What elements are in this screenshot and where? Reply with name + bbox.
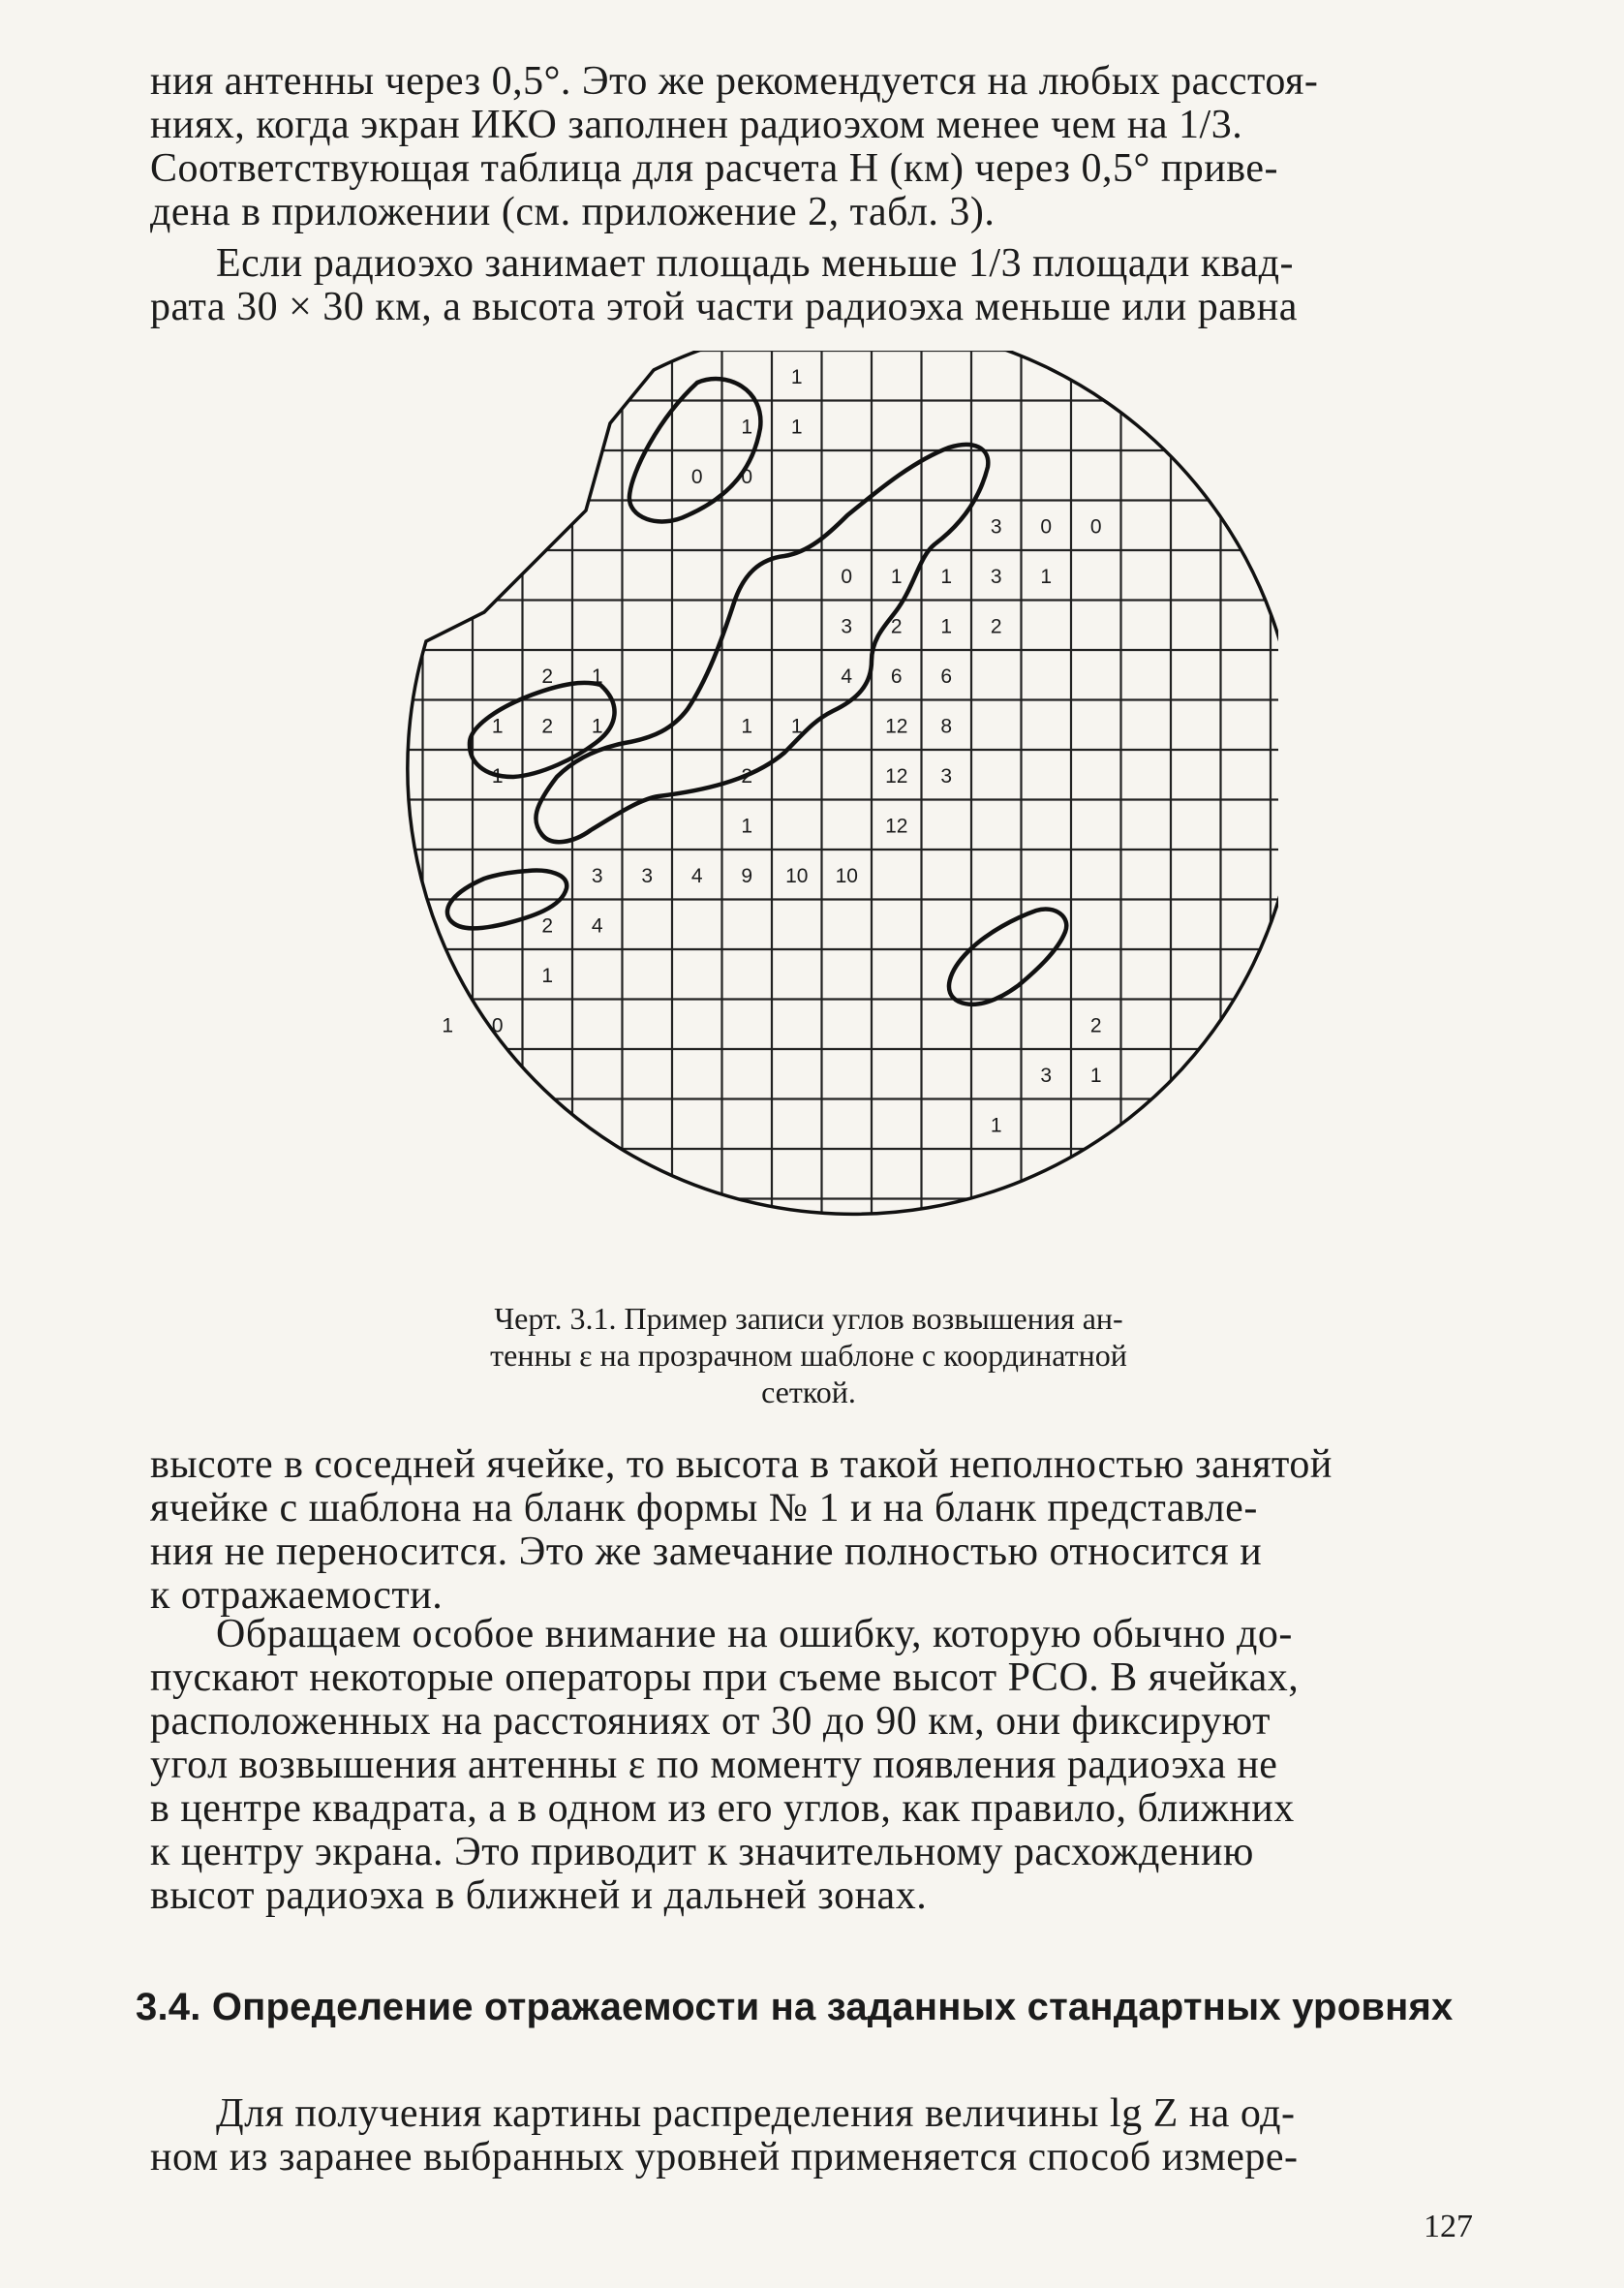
cell-value: 1 <box>890 565 903 588</box>
caption-line: сеткой. <box>761 1375 856 1409</box>
page-number: 127 <box>1424 2209 1473 2244</box>
cell-value: 1 <box>940 565 953 588</box>
text-line: Обращаем особое внимание на ошибку, которую обычно до- <box>216 1612 1293 1656</box>
cell-value: 3 <box>841 615 853 638</box>
text-line: пускают некоторые операторы при съеме высот РСО. В ячейках, <box>150 1655 1300 1700</box>
cell-value: 0 <box>491 1014 504 1037</box>
cell-value: 1 <box>442 1014 454 1037</box>
text-line: рата 30 × 30 км, а высота этой части радиоэха меньше или равна <box>150 285 1298 329</box>
echo-contours <box>447 379 1066 1005</box>
paragraph-4 <box>150 1613 1486 1918</box>
text-line: ном из заранее выбранных уровней применяется способ измере- <box>150 2135 1299 2180</box>
cell-value: 10 <box>785 864 809 887</box>
text-line: ячейке с шаблона на бланк формы № 1 и на бланк представле- <box>150 1486 1258 1530</box>
paragraph-3 <box>150 1443 1486 1618</box>
cell-value: 3 <box>990 565 1002 588</box>
text-line: ниях, когда экран ИКО заполнен радиоэхом менее чем на 1/3. <box>150 103 1243 147</box>
cell-value: 10 <box>835 864 858 887</box>
cell-value: 1 <box>940 615 953 638</box>
text-line: дена в приложении (см. приложение 2, табл. 3). <box>150 190 996 234</box>
text-line: ния не переносится. Это же замечание полностью относится и <box>150 1530 1263 1574</box>
cell-value: 2 <box>990 615 1002 638</box>
cell-value: 3 <box>641 864 654 887</box>
cell-value: 0 <box>841 565 853 588</box>
grid <box>368 351 1278 1271</box>
cell-value: 3 <box>940 764 953 788</box>
cell-value: 9 <box>741 864 753 887</box>
text-line: к отражаемости. <box>150 1573 444 1618</box>
cell-value: 1 <box>491 715 504 738</box>
cell-value: 1 <box>1089 1064 1102 1087</box>
cell-value: 12 <box>885 815 908 838</box>
text-line: расположенных на расстояниях от 30 до 90 км, они фиксируют <box>150 1699 1271 1744</box>
text-line: Соответствующая таблица для расчета H (км) через 0,5° приве- <box>150 146 1278 191</box>
text-line: высоте в соседней ячейке, то высота в такой неполностью занятой <box>150 1442 1333 1487</box>
section-heading: 3.4. Определение отражаемости на заданных стандартных уровнях <box>136 1986 1454 2028</box>
cell-value: 8 <box>940 715 953 738</box>
cell-value: 2 <box>541 914 554 938</box>
template-outline <box>408 351 1278 1214</box>
cell-value: 4 <box>841 665 853 688</box>
grid-template-figure <box>368 351 1278 1271</box>
cell-value: 1 <box>491 764 504 788</box>
cell-value: 1 <box>790 416 803 439</box>
text-line: высот радиоэха в ближней и дальней зонах. <box>150 1873 928 1918</box>
echo-contour-main <box>536 445 988 842</box>
paragraph-2 <box>150 242 1486 329</box>
cell-value: 12 <box>885 764 908 788</box>
caption-line: Черт. 3.1. Пример записи углов возвышения ан- <box>494 1301 1123 1336</box>
paragraph-5 <box>150 2092 1486 2180</box>
cell-value: 0 <box>741 465 753 488</box>
text-line: в центре квадрата, а в одном из его углов, как правило, ближних <box>150 1786 1295 1831</box>
figure-caption <box>373 1300 1244 1410</box>
cell-value: 1 <box>741 815 753 838</box>
text-line: угол возвышения антенны ε по моменту появления радиоэха не <box>150 1743 1278 1787</box>
text-line: Если радиоэхо занимает площадь меньше 1/3 площади квад- <box>216 241 1295 286</box>
cell-value: 4 <box>591 914 603 938</box>
cell-value: 2 <box>890 615 903 638</box>
cell-value: 2 <box>1089 1014 1102 1037</box>
cell-value: 2 <box>541 665 554 688</box>
cell-value: 1 <box>790 715 803 738</box>
cell-value: 6 <box>890 665 903 688</box>
cell-value: 1 <box>741 416 753 439</box>
cell-value: 0 <box>1040 515 1053 539</box>
paragraph-1 <box>150 60 1486 234</box>
cell-value: 4 <box>690 864 703 887</box>
text-line: ния антенны через 0,5°. Это же рекомендуется на любых расстоя- <box>150 59 1319 104</box>
cell-value: 1 <box>1040 565 1053 588</box>
cell-value: 1 <box>790 365 803 388</box>
cell-value: 3 <box>1040 1064 1053 1087</box>
cell-value: 1 <box>541 964 554 987</box>
cell-value: 0 <box>1089 515 1102 539</box>
cell-value: 1 <box>591 715 603 738</box>
cell-value: 2 <box>541 715 554 738</box>
cell-value: 6 <box>940 665 953 688</box>
cell-value: 1 <box>591 665 603 688</box>
text-line: Для получения картины распределения величины lg Z на од- <box>216 2091 1296 2136</box>
cell-value: 12 <box>885 715 908 738</box>
cell-value: 0 <box>690 465 703 488</box>
cell-value: 3 <box>591 864 603 887</box>
caption-line: тенны ε на прозрачном шаблоне с координатной <box>490 1338 1127 1373</box>
cell-value: 1 <box>741 715 753 738</box>
cell-value: 3 <box>990 515 1002 539</box>
echo-contour-bottom-right <box>949 910 1066 1005</box>
cell-value: 1 <box>990 1114 1002 1137</box>
cell-value: 2 <box>741 764 753 788</box>
text-line: к центру экрана. Это приводит к значительному расхождению <box>150 1830 1254 1874</box>
